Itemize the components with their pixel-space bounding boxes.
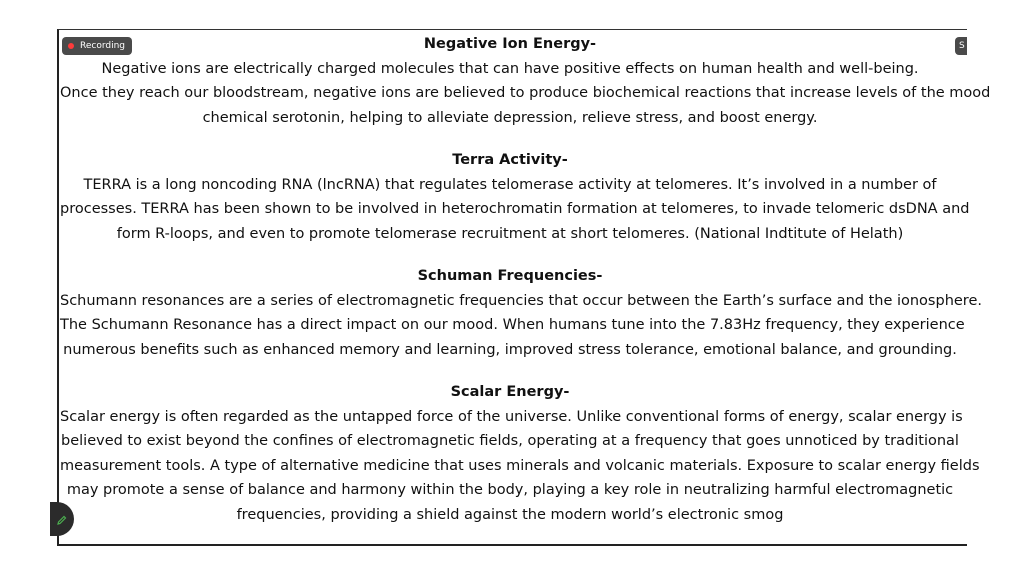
toolbar-badge-right[interactable]: S — [955, 37, 967, 55]
section-scalar-energy — [60, 380, 980, 527]
body-line: may promote a sense of balance and harmony within the body, playing a key role in neutralizing harmful electromagnetic — [66, 482, 954, 498]
body-line: measurement tools. A type of alternative medicine that uses minerals and volcanic materials. Exposure to scalar energy fields — [60, 457, 980, 474]
body-line: chemical serotonin, helping to alleviate depression, relieve stress, and boost energy. — [202, 109, 818, 126]
body-line: The Schumann Resonance has a direct impact on our mood. When humans tune into the 7.83Hz frequency, they experience — [60, 317, 965, 333]
body-line: frequencies, providing a shield against the modern world’s electronic smog — [236, 506, 784, 523]
pen-icon — [57, 510, 67, 529]
body-line: Once they reach our bloodstream, negative ions are believed to produce biochemical reactions that increase levels of the mood — [60, 85, 991, 101]
section-schuman-frequencies — [60, 264, 982, 362]
body-line: believed to exist beyond the confines of electromagnetic fields, operating at a frequency that goes unnoticed by traditional — [61, 433, 959, 449]
body-line: Negative ions are electrically charged molecules that can have positive effects on human health and well-being. — [101, 60, 919, 77]
body-line: processes. TERRA has been shown to be involved in heterochromatin formation at telomeres, to invade telomeric dsDNA and — [60, 201, 970, 217]
body-line: form R-loops, and even to promote telomerase recruitment at short telomeres. (National Indtitute of Helath) — [116, 225, 904, 242]
body-line: numerous benefits such as enhanced memory and learning, improved stress tolerance, emotional balance, and grounding. — [63, 341, 957, 358]
body-line: Schumann resonances are a series of electromagnetic frequencies that occur between the Earth’s surface and the ionosphere. — [60, 292, 982, 309]
body-line: TERRA is a long noncoding RNA (lncRNA) that regulates telomerase activity at telomeres. It’s involved in a number of — [83, 176, 937, 193]
section-terra-activity — [60, 148, 970, 246]
recording-badge[interactable] — [62, 37, 132, 55]
body-line: Scalar energy is often regarded as the untapped force of the universe. Unlike conventional forms of energy, scalar energy is — [60, 408, 963, 425]
section-title: Terra Activity- — [452, 152, 568, 168]
slide-content — [60, 32, 991, 545]
section-title: Schuman Frequencies- — [417, 268, 603, 284]
recording-dot-icon — [68, 43, 74, 49]
section-title: Scalar Energy- — [450, 384, 570, 400]
recording-label: Recording — [80, 41, 126, 51]
section-title: Negative Ion Energy- — [423, 36, 597, 52]
section-negative-ion — [60, 32, 991, 130]
